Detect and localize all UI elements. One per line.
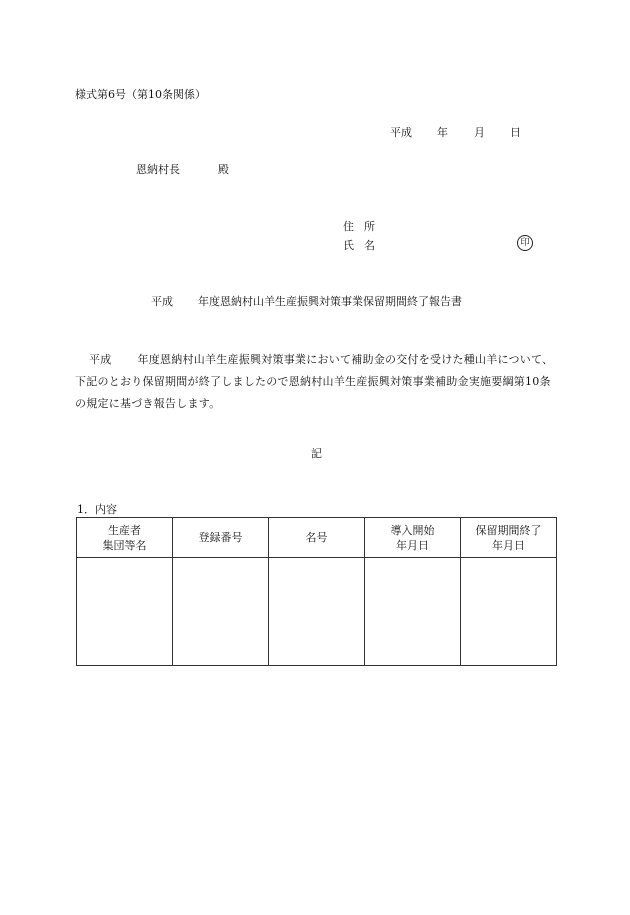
- date-era: 平成: [390, 126, 412, 139]
- seal-mark: 印: [517, 235, 533, 251]
- header-line: 集団等名: [102, 538, 147, 552]
- header-line: 年月日: [492, 538, 525, 552]
- header-introduction-date: [365, 518, 461, 558]
- table-cell[interactable]: [365, 558, 461, 666]
- header-line: 保留期間終了: [475, 523, 542, 537]
- table-cell[interactable]: [461, 558, 557, 666]
- address-label-char: 住: [343, 220, 354, 233]
- name-label-char: 氏: [343, 239, 354, 252]
- table-cell[interactable]: [269, 558, 365, 666]
- header-line: 登録番号: [198, 531, 243, 544]
- header-retention-end-date: [461, 518, 557, 558]
- section-heading: 1．内容: [77, 503, 117, 516]
- form-number: 様式第6号（第10条関係）: [75, 88, 206, 101]
- date-year: 年: [437, 126, 448, 139]
- body-text: 年度恩納村山羊生産振興対策事業において補助金の交付を受けた種山羊について、下記のとおり保留期間が終了しましたので恩納村山羊生産振興対策事業補助金実施要綱第10条の規定に基づき報告します。: [75, 353, 554, 410]
- header-producer: [77, 518, 173, 558]
- body-era: 平成: [89, 353, 112, 366]
- header-line: 年月日: [396, 538, 429, 552]
- header-name: [269, 518, 365, 558]
- date-day: 日: [510, 126, 521, 139]
- table-row: [77, 558, 557, 666]
- address-label-char: 所: [364, 220, 375, 233]
- body-paragraph: [75, 349, 557, 415]
- header-registration-number: [173, 518, 269, 558]
- header-line: 導入開始: [390, 523, 435, 537]
- date-month: 月: [474, 126, 485, 139]
- content-table: [76, 517, 557, 666]
- name-label-char: 名: [364, 239, 375, 252]
- report-title-era: 平成: [151, 295, 173, 308]
- report-title-text: 年度恩納村山羊生産振興対策事業保留期間終了報告書: [198, 295, 462, 308]
- addressee-honorific: 殿: [218, 163, 229, 176]
- table-header-row: [77, 518, 557, 558]
- table-cell[interactable]: [173, 558, 269, 666]
- header-line: 生産者: [108, 523, 141, 537]
- addressee-title: 恩納村長: [136, 163, 180, 176]
- header-line: 名号: [305, 531, 328, 544]
- table-cell[interactable]: [77, 558, 173, 666]
- ki-label: 記: [311, 447, 322, 460]
